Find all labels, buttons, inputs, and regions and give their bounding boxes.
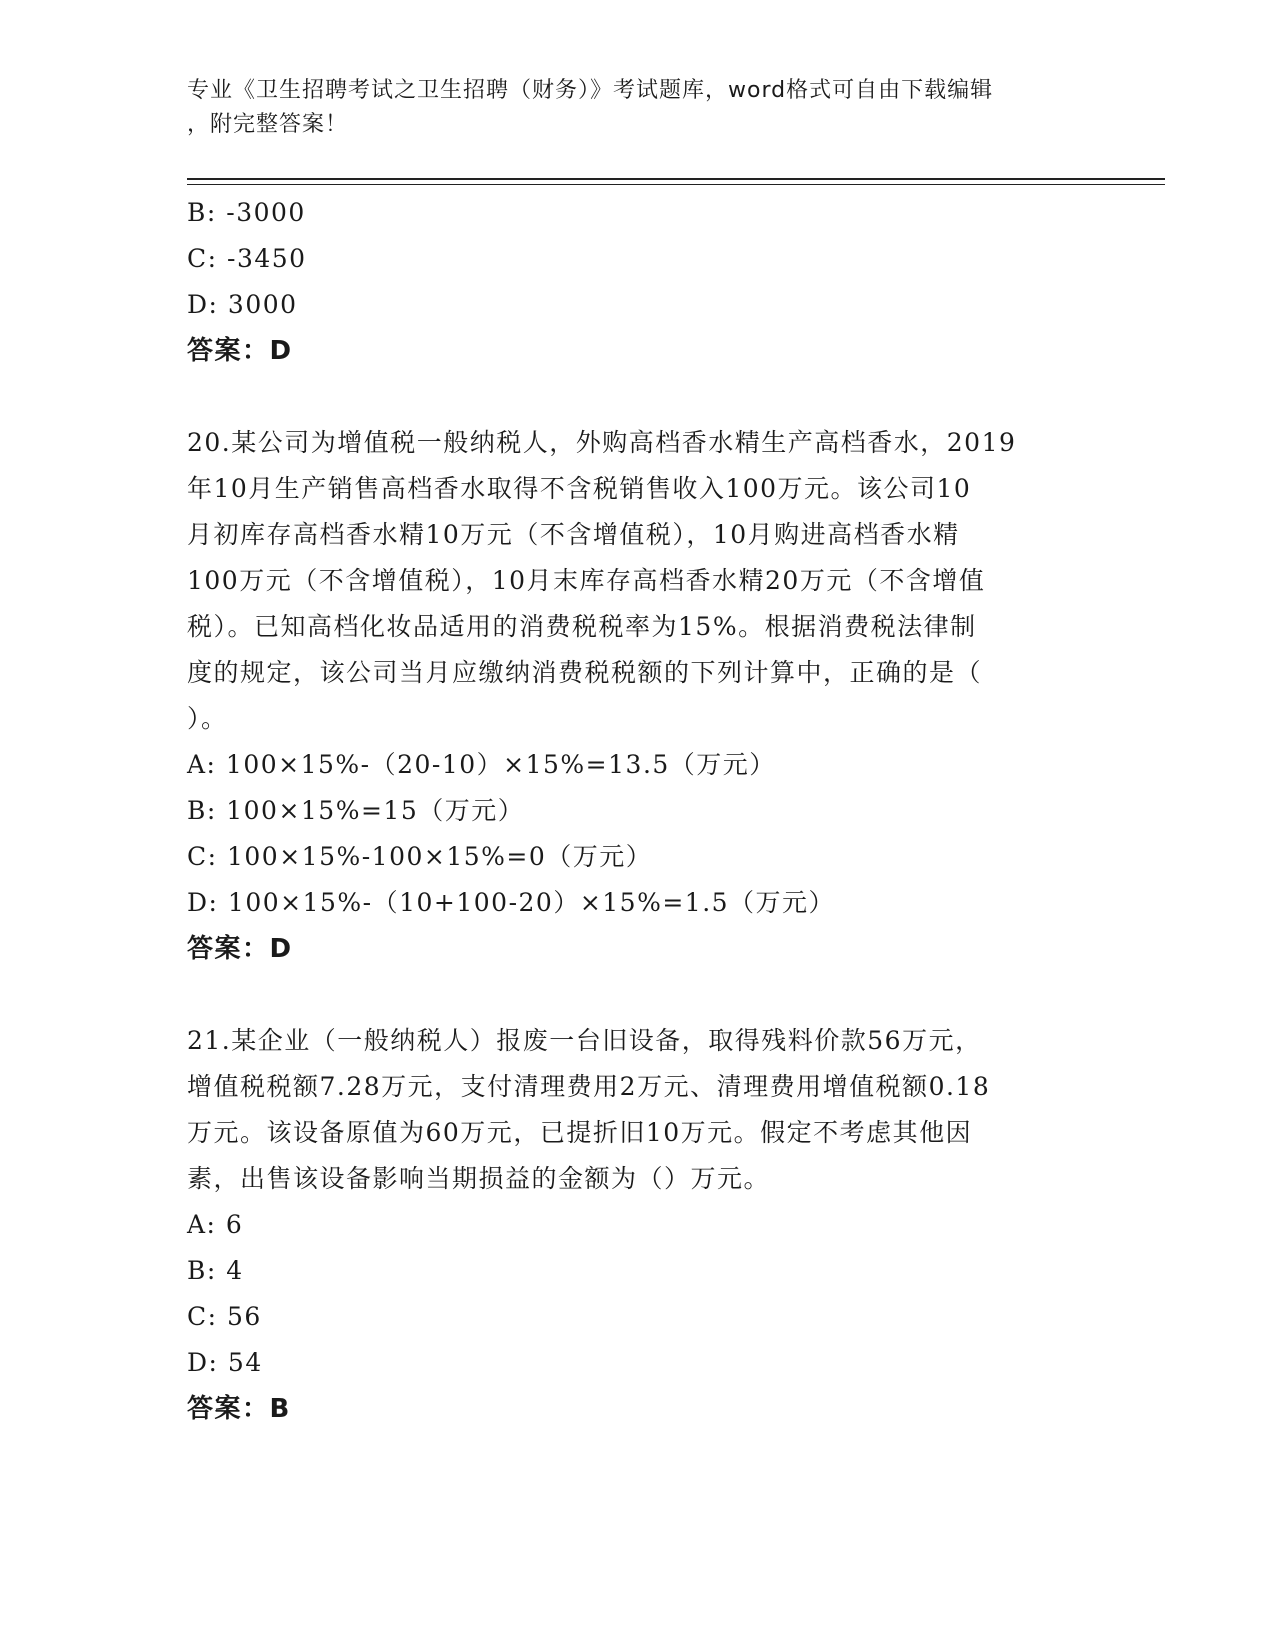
answer-label: 答案：D xyxy=(187,934,293,964)
question-stem-line: 万元。该设备原值为60万元，已提折旧10万元。假定不考虑其他因 xyxy=(187,1118,973,1147)
spacer xyxy=(187,374,1087,420)
option-b: B: 4 xyxy=(187,1256,244,1285)
question-stem-line: ）。 xyxy=(187,704,228,733)
question-stem-line: 月初库存高档香水精10万元（不含增值税），10月购进高档香水精 xyxy=(187,520,960,549)
document-header xyxy=(187,74,1087,142)
question-stem-line: 100万元（不含增值税），10月末库存高档香水精20万元（不含增值 xyxy=(187,566,986,595)
question-stem-line: 年10月生产销售高档香水取得不含税销售收入100万元。该公司10 xyxy=(187,474,972,503)
question-stem-line: 税）。已知高档化妆品适用的消费税税率为15%。根据消费税法律制 xyxy=(187,612,977,641)
option-c: C: 100×15%-100×15%=0（万元） xyxy=(187,842,653,871)
question-stem-line: 21.某企业（一般纳税人）报废一台旧设备，取得残料价款56万元， xyxy=(187,1026,982,1055)
answer-label: 答案：B xyxy=(187,1394,291,1424)
option-a: A: 100×15%-（20-10）×15%=13.5（万元） xyxy=(187,750,776,779)
question-21 xyxy=(187,1018,1087,1432)
question-20 xyxy=(187,420,1087,972)
document-body xyxy=(187,190,1087,1432)
header-line-2: ，附完整答案！ xyxy=(187,112,349,137)
option-c: C: -3450 xyxy=(187,244,307,273)
option-d: D: 3000 xyxy=(187,290,298,319)
option-b: B: -3000 xyxy=(187,198,306,227)
option-d: D: 54 xyxy=(187,1348,263,1377)
answer-label: 答案：D xyxy=(187,336,293,366)
question-stem-line: 增值税税额7.28万元，支付清理费用2万元、清理费用增值税额0.18 xyxy=(187,1072,991,1101)
question-19-tail xyxy=(187,190,1087,374)
question-stem-line: 20.某公司为增值税一般纳税人，外购高档香水精生产高档香水，2019 xyxy=(187,428,1017,457)
option-c: C: 56 xyxy=(187,1302,262,1331)
header-line-1: 专业《卫生招聘考试之卫生招聘（财务）》考试题库，word格式可自由下载编辑 xyxy=(187,78,994,103)
option-d: D: 100×15%-（10+100-20）×15%=1.5（万元） xyxy=(187,888,836,917)
question-stem-line: 度的规定，该公司当月应缴纳消费税税额的下列计算中，正确的是（ xyxy=(187,658,983,687)
option-a: A: 6 xyxy=(187,1210,244,1239)
spacer xyxy=(187,972,1087,1018)
header-divider-thick xyxy=(187,178,1165,180)
question-stem-line: 素，出售该设备影响当期损益的金额为（）万元。 xyxy=(187,1164,771,1193)
header-divider-thin xyxy=(187,184,1165,185)
option-b: B: 100×15%=15（万元） xyxy=(187,796,525,825)
